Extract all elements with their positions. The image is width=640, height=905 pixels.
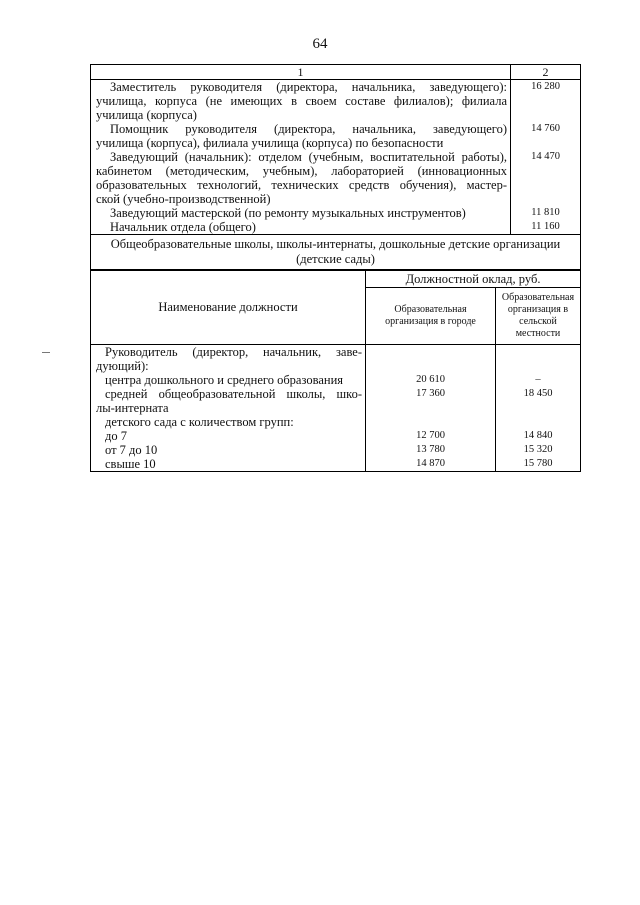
position-description xyxy=(91,220,511,235)
rural-salary: 18 450 xyxy=(496,387,581,401)
city-salary: 14 870 xyxy=(366,457,496,472)
table-row xyxy=(91,443,581,457)
position-description xyxy=(91,206,511,220)
table-row xyxy=(91,387,581,401)
position-row xyxy=(91,206,581,220)
position-text-line: Заведующий мастерской (по ремонту музыкальных инструментов) xyxy=(110,206,466,220)
position-description xyxy=(91,122,511,150)
rural-salary: 15 780 xyxy=(496,457,581,472)
margin-tick xyxy=(42,352,50,353)
position-text-line: училища (корпуса), филиала училища (корпуса) по безопасности xyxy=(96,136,444,150)
position-row xyxy=(91,80,581,123)
salary-value: 11 810 xyxy=(511,206,581,220)
city-salary: 12 700 xyxy=(366,429,496,443)
column-number-row xyxy=(91,65,581,80)
salary-table-schools xyxy=(90,270,581,472)
position-name: центра дошкольного и среднего образования xyxy=(91,373,366,387)
rural-salary xyxy=(496,345,581,360)
city-salary xyxy=(366,359,496,373)
table-row xyxy=(91,429,581,443)
salary-value: 14 760 xyxy=(511,122,581,150)
position-name: до 7 xyxy=(91,429,366,443)
position-row xyxy=(91,122,581,150)
position-text-line: училища, корпуса (не имеющих в своем составе филиалов); филиала xyxy=(96,94,507,108)
position-description xyxy=(91,80,511,123)
salary-header: Должностной оклад, руб. xyxy=(366,271,581,288)
city-header: Образовательная организация в городе xyxy=(366,288,496,345)
rural-header: Образовательная организация в сельской местности xyxy=(496,288,581,345)
position-text-line: Начальник отдела (общего) xyxy=(110,220,256,234)
city-salary xyxy=(366,401,496,415)
rural-salary: – xyxy=(496,373,581,387)
salary-value: 16 280 xyxy=(511,80,581,123)
salary-value: 11 160 xyxy=(511,220,581,235)
city-salary xyxy=(366,345,496,360)
position-text-line: ской (учебно-производственной) xyxy=(96,192,271,206)
rural-salary xyxy=(496,401,581,415)
position-row xyxy=(91,150,581,206)
rural-salary xyxy=(496,359,581,373)
city-salary: 13 780 xyxy=(366,443,496,457)
table-row xyxy=(91,401,581,415)
rural-salary: 15 320 xyxy=(496,443,581,457)
section-title: Общеобразовательные школы, школы-интернаты, дошкольные детские организации (детские сады) xyxy=(91,235,581,270)
position-text-line: Заведующий (начальник): отделом (учебным, воспитательной работы), xyxy=(110,150,507,164)
table-row xyxy=(91,415,581,429)
position-name-header: Наименование должности xyxy=(91,271,366,345)
position-text-line: образовательных технологий, технических средств обучения), мастер- xyxy=(96,178,507,192)
table-row xyxy=(91,359,581,373)
city-salary xyxy=(366,415,496,429)
rural-salary: 14 840 xyxy=(496,429,581,443)
position-name: от 7 до 10 xyxy=(91,443,366,457)
salary-value: 14 470 xyxy=(511,150,581,206)
table-row xyxy=(91,373,581,387)
position-name: детского сада с количеством групп: xyxy=(91,415,366,429)
column-number-2: 2 xyxy=(511,65,581,80)
table-row xyxy=(91,457,581,472)
position-text-line: Заместитель руководителя (директора, начальника, заведующего): xyxy=(110,80,507,94)
position-text-line: Помощник руководителя (директора, начальника, заведующего) xyxy=(110,122,507,136)
position-text-line: училища (корпуса) xyxy=(96,108,197,122)
city-salary: 17 360 xyxy=(366,387,496,401)
position-name: Руководитель (директор, начальник, заве- xyxy=(91,345,366,360)
position-name: свыше 10 xyxy=(91,457,366,472)
position-row xyxy=(91,220,581,235)
page-number: 64 xyxy=(312,36,328,52)
rural-salary xyxy=(496,415,581,429)
position-name: лы-интерната xyxy=(91,401,366,415)
position-name: средней общеобразовательной школы, шко- xyxy=(91,387,366,401)
city-salary: 20 610 xyxy=(366,373,496,387)
position-description xyxy=(91,150,511,206)
position-text-line: кабинетом (методическим, учебным), лабораторией (инновационных xyxy=(96,164,507,178)
position-name: дующий): xyxy=(91,359,366,373)
column-number-1: 1 xyxy=(91,65,511,80)
table-row xyxy=(91,345,581,360)
salary-table-top xyxy=(90,64,581,270)
